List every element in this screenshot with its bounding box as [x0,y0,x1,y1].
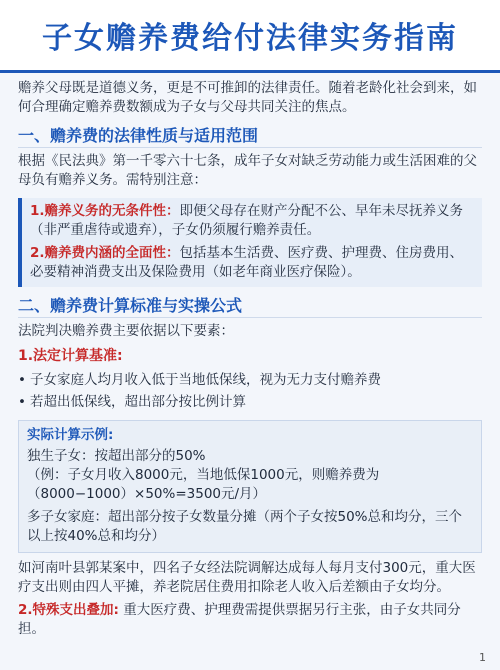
bullet-icon: • [18,372,26,388]
list-item: • 若超出低保线，超出部分按比例计算 [18,394,246,410]
bullet-icon: • [18,394,26,410]
notice-point-label: 2.赡养费内涵的全面性： [30,245,180,261]
list-item: • 子女家庭人均月收入低于当地低保线，视为无力支付赡养费 [18,372,381,388]
special-expense-text: 重大医疗费、护理费需提供票据另行主张，由子女共同分担。 [18,602,461,637]
special-expense-paragraph [18,601,482,639]
example-single-title: 独生子女：按超出部分的50% [27,448,206,464]
example-label: 实际计算示例: [27,427,114,443]
notice-callout [18,198,482,287]
section-heading-2: 二、赡养费计算标准与实操公式 [18,296,482,318]
special-expense-label: 2.特殊支出叠加: [18,602,119,618]
page-title: 子女赡养费给付法律实务指南 [42,21,458,56]
document-body [0,73,500,670]
criteria-list [18,371,482,412]
section1-text: 根据《民法典》第一千零六十七条，成年子女对缺乏劳动能力或生活困难的父母负有赡养义务。需特别注意： [18,153,477,188]
section-heading-1: 一、赡养费的法律性质与适用范围 [18,126,482,148]
example-multi: 多子女家庭：超出部分按子女数量分摊（两个子女按50%总和均分，三个以上按40%总和均分） [27,509,463,544]
case-paragraph: 如河南叶县郭某案中，四名子女经法院调解达成每人每月支付300元，重大医疗支出则由四人平摊，养老院居住费用扣除老人收入后差额由子女均分。 [18,560,476,595]
example-box [18,420,482,553]
intro-paragraph: 赡养父母既是道德义务，更是不可推卸的法律责任。随着老龄化社会到来，如何合理确定赡养费数额成为子女与父母共同关注的焦点。 [18,80,477,115]
title-bar [0,0,500,73]
section2-text: 法院判决赡养费主要依据以下要素： [18,323,234,339]
notice-point-text: 包括基本生活费、医疗费、护理费、住房费用、必要精神消费支出及保险费用（如老年商业医疗保险）。 [30,245,464,280]
page-number: 1 [479,651,486,664]
notice-point-label: 1.赡养义务的无条件性： [30,203,180,219]
notice-point [30,202,474,240]
notice-point-text: 即便父母存在财产分配不公、早年未尽抚养义务（非严重虐待或遗弃），子女仍须履行赡养责任。 [30,203,464,238]
example-single-detail: （例：子女月收入8000元，当地低保1000元，则赡养费为（8000−1000）×50%=3500元/月） [27,467,380,502]
sub-heading-legal-basis: 1.法定计算基准: [18,348,123,364]
notice-point [30,244,474,282]
